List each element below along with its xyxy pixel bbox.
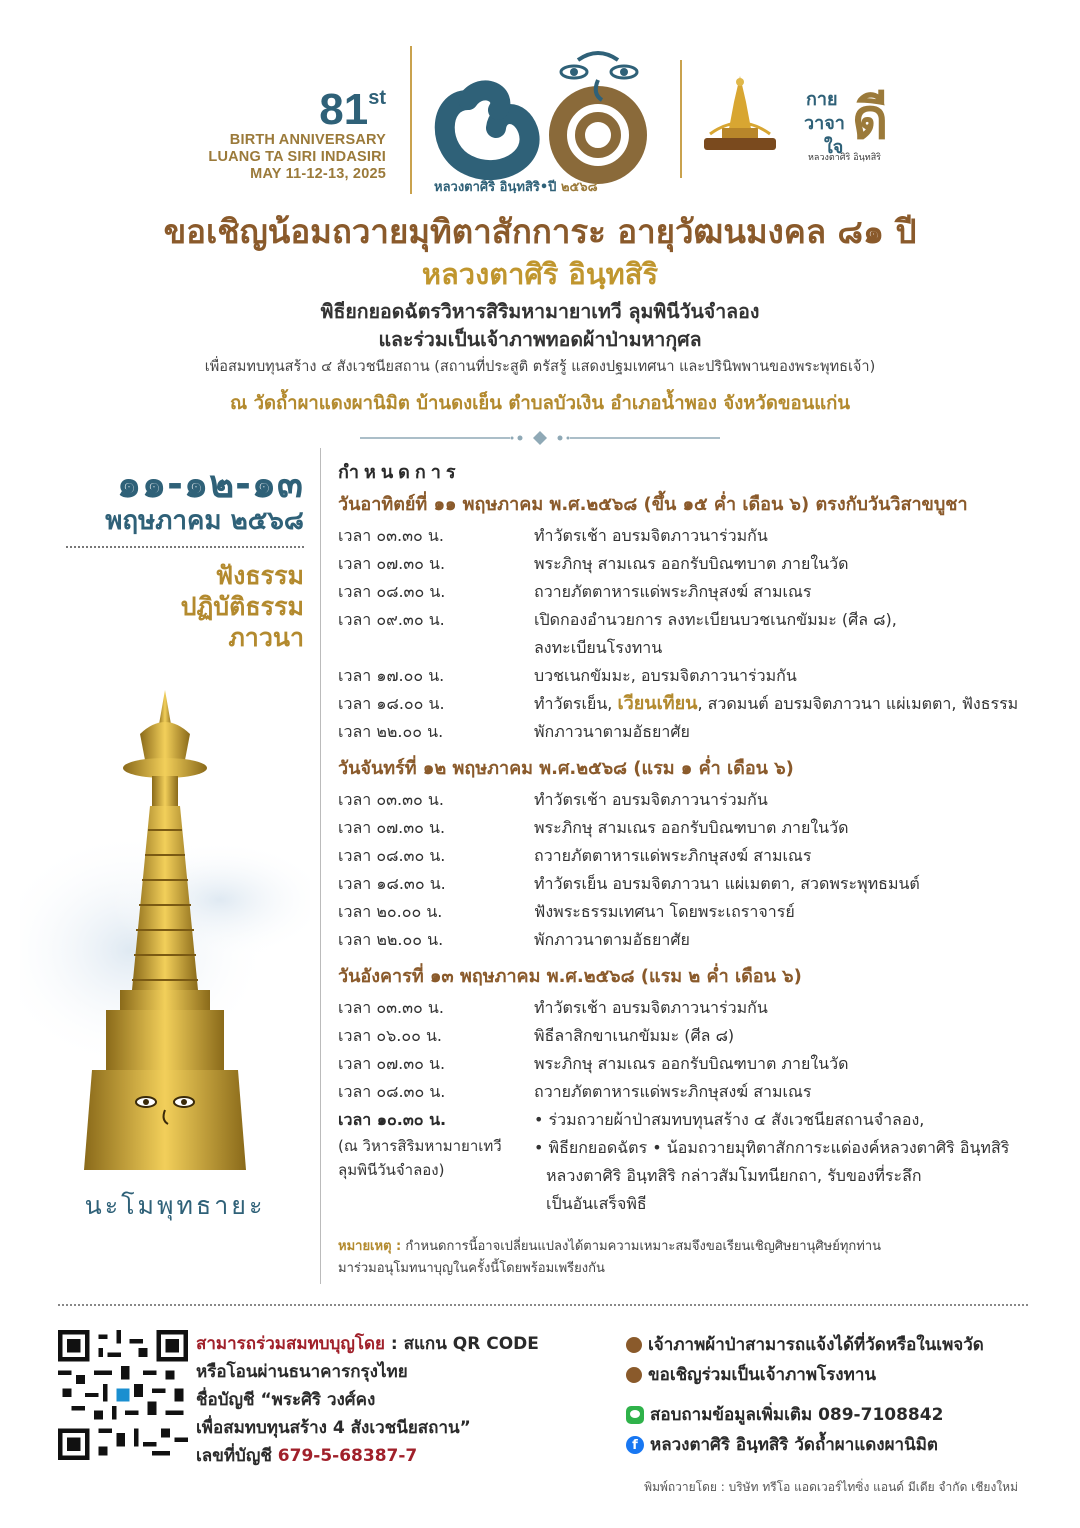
table-row: เวลา ๐๓.๓๐ น. ทำวัตรเช้า อบรมจิตภาวนาร่วมกัน [338,998,768,1017]
table-row: เวลา ๐๗.๓๐ น. พระภิกษุ สามเณร ออกรับบิณฑบาต ภายในวัด [338,818,849,837]
list-item: เจ้าภาพผ้าป่าสามารถแจ้งได้ที่วัดหรือในเพจวัด [626,1330,1046,1360]
ceremony-bullet: • พิธียกยอดฉัตร • น้อมถวายมุทิตาสักการะแด่องค์หลวงตาศิริ อินฺทสิริ [534,1138,1010,1157]
golden-stupa-icon [20,690,310,1190]
row-continuation: ลงทะเบียนโรงทาน [534,638,663,657]
namo-buddhaya: นะโมพุทธายะ [84,1191,266,1220]
table-row: เวลา ๐๘.๓๐ น. ถวายภัตตาหารแด่พระภิกษุสงฆ์ สามเณร [338,582,812,601]
emblem-ribbon [704,138,776,150]
day2-title: วันจันทร์ที่ ๑๒ พฤษภาคม พ.ศ.๒๕๖๘ (แรม ๑ ค่ำ เดือน ๖) [338,758,794,779]
main-title: ขอเชิญน้อมถวายมุทิตาสักการะ อายุวัฒนมงคล ๘๑ ปี [163,212,917,251]
main-ceremony-venue: (ณ วิหารสิริมหามายาเทวี ลุมพินีวันจำลอง) [338,1137,502,1179]
footer-dotted-divider [58,1304,1028,1306]
donation-lead: สามารถร่วมสมทบบุญโดย [196,1334,385,1354]
schedule-heading: กำหนดการ [338,462,461,483]
printed-by: พิมพ์ถวายโดย : บริษัท ทรีโอ แอดเวอร์ไทซิ่ง แอนด์ มีเดีย จำกัด เชียงใหม่ [644,1480,1018,1494]
ceremony-line1: พิธียกยอดฉัตรวิหารสิริมหามายาเทวี ลุมพินีวันจำลอง [320,300,760,323]
event-dates: ๑๑-๑๒-๑๓ [116,462,304,506]
practice-item: ฟังธรรม [215,561,304,590]
day3-title: วันอังคารที่ ๑๓ พฤษภาคม พ.ศ.๒๕๖๘ (แรม ๒ ค่ำ เดือน ๖) [338,966,802,987]
kaya-word2: วาจา [804,113,845,134]
event-month: พฤษภาคม ๒๕๖๘ [105,506,304,536]
ornament-divider-icon [360,430,720,446]
anniversary-line3: MAY 11-12-13, 2025 [250,166,386,182]
kaya-word1: กาย [806,89,838,110]
bullet-dot-icon [626,1367,642,1383]
table-row: เวลา ๒๒.๐๐ น. พักภาวนาตามอัธยาศัย [338,930,690,949]
highlight-wien-tien: เวียนเทียน [617,693,698,714]
day1-title: วันอาทิตย์ที่ ๑๑ พฤษภาคม พ.ศ.๒๕๖๘ (ขึ้น ๑๕ ค่ำ เดือน ๖) ตรงกับวันวิสาขบูชา [338,494,968,515]
table-row: เวลา ๐๓.๓๐ น. ทำวัตรเช้า อบรมจิตภาวนาร่วมกัน [338,526,768,545]
phone-contact[interactable]: สอบถามข้อมูลเพิ่มเติม 089-7108842 [626,1400,1046,1430]
kaya-word3: ใจ [824,137,844,158]
column-divider [320,448,321,1284]
table-row: เวลา ๑๘.๐๐ น. ทำวัตรเย็น, เวียนเทียน, สวดมนต์ อบรมจิตภาวนา แผ่เมตตา, ฟังธรรม [338,693,1019,714]
table-row: เวลา ๒๒.๐๐ น. พักภาวนาตามอัธยาศัย [338,722,690,741]
remark-label: หมายเหตุ : [338,1239,402,1254]
table-row: เวลา ๐๙.๓๐ น. เปิดกองอำนวยการ ลงทะเบียนบวชเนกขัมมะ (ศีล ๘), [338,610,897,629]
kaya-caption: หลวงตาศิริ อินฺทสิริ [808,153,882,163]
kaya-word4: ดี [852,87,889,152]
location-line: ณ วัดถ้ำผาแดงผานิมิต บ้านดงเย็น ตำบลบัวเงิน อำเภอน้ำพอง จังหวัดขอนแก่น [229,393,851,414]
table-row: เวลา ๐๗.๓๐ น. พระภิกษุ สามเณร ออกรับบิณฑบาต ภายในวัด [338,554,849,573]
table-row: เวลา ๑๘.๓๐ น. ทำวัตรเย็น อบรมจิตภาวนา แผ่เมตตา, สวดพระพุทธมนต์ [338,874,920,893]
account-number: 679-5-68387-7 [277,1446,418,1466]
facebook-icon: f [626,1436,644,1454]
anniversary-line1: BIRTH ANNIVERSARY [229,132,386,148]
table-row: เวลา ๐๗.๓๐ น. พระภิกษุ สามเณร ออกรับบิณฑบาต ภายในวัด [338,1054,849,1073]
table-row: เวลา ๒๐.๐๐ น. ฟังพระธรรมเทศนา โดยพระเถราจารย์ [338,902,795,921]
anniversary-block [170,85,386,183]
table-row: เวลา ๐๘.๓๐ น. ถวายภัตตาหารแด่พระภิกษุสงฆ์ สามเณร [338,846,812,865]
anniversary-line2: LUANG TA SIRI INDASIRI [208,149,386,165]
logo-caption: หลวงตาศิริ อินฺทสิริ•ปี ๒๕๖๘ [434,180,598,195]
kaya-vaja-jai-dee-logo [800,84,900,164]
table-row: เวลา ๐๖.๐๐ น. พิธีลาสิกขาเนกขัมมะ (ศีล ๘) [338,1026,735,1045]
practice-item: ปฏิบัติธรรม [180,592,304,621]
anniversary-number: 81st [319,85,386,134]
list-item: ขอเชิญร่วมเป็นเจ้าภาพโรงทาน [626,1360,1046,1390]
table-row: เวลา ๑๗.๐๐ น. บวชเนกขัมมะ, อบรมจิตภาวนาร่วมกัน [338,666,797,685]
donation-purpose: เพื่อสมทบทุนสร้าง 4 สังเวชนียสถาน” [196,1418,471,1438]
header-divider-left [410,46,412,194]
qr-code-icon[interactable] [58,1330,188,1460]
bullet-dot-icon [626,1337,642,1353]
purpose-line: เพื่อสมทบทุนสร้าง ๔ สังเวชนียสถาน (สถานที่ประสูติ ตรัสรู้ แสดงปฐมเทศนา และปรินิพพานของพระพุทธเจ้า) [204,359,876,375]
facebook-page-link[interactable]: f หลวงตาศิริ อินฺทสิริ วัดถ้ำผาแดงผานิมิต [626,1430,1046,1460]
monk-name-title: หลวงตาศิริ อินฺทสิริ [421,257,659,291]
table-row: เวลา ๐๘.๓๐ น. ถวายภัตตาหารแด่พระภิกษุสงฆ์ สามเณร [338,1082,812,1101]
ceremony-bullet-cont: หลวงตาศิริ อินฺทสิริ กล่าวสัมโมทนียกถา, รับของที่ระลึก [546,1166,922,1185]
header-divider-right [680,60,682,178]
contact-info [626,1330,1046,1460]
ceremony-bullet-cont: เป็นอันเสร็จพิธี [546,1194,647,1213]
ceremony-line2: และร่วมเป็นเจ้าภาพทอดผ้าป่ามหากุศล [378,328,702,351]
donation-bank: หรือโอนผ่านธนาคารกรุงไทย [196,1362,408,1382]
ceremony-bullet: • ร่วมถวายผ้าป่าสมทบทุนสร้าง ๔ สังเวชนียสถานจำลอง, [534,1110,925,1129]
practice-list [60,560,304,653]
practice-item: ภาวนา [228,623,304,652]
line-app-icon [626,1406,644,1424]
remark: หมายเหตุ : กำหนดการนี้อาจเปลี่ยนแปลงได้ตามความเหมาะสมจึงขอเรียนเชิญศิษยานุศิษย์ทุกท่าน มาร่วมอนุโมทนาบุญในครั้งนี้โดยพร้อมเพรียงกัน [338,1239,882,1276]
main-ceremony-time: เวลา ๑๐.๓๐ น. [338,1110,447,1129]
donation-info: สามารถร่วมสมทบบุญโดย : สแกน QR CODE หรือโอนผ่านธนาคารกรุงไทย ชื่อบัญชี “พระศิริ วงศ์คง เพื่อสมทบทุนสร้าง 4 สังเวชนียสถาน” เลขที่บัญชี 679-5-68387-7 [196,1330,616,1470]
table-row: เวลา ๐๓.๓๐ น. ทำวัตรเช้า อบรมจิตภาวนาร่วมกัน [338,790,768,809]
left-dotted-divider [66,546,304,548]
donation-account-name: ชื่อบัญชี “พระศิริ วงศ์คง [196,1390,376,1410]
